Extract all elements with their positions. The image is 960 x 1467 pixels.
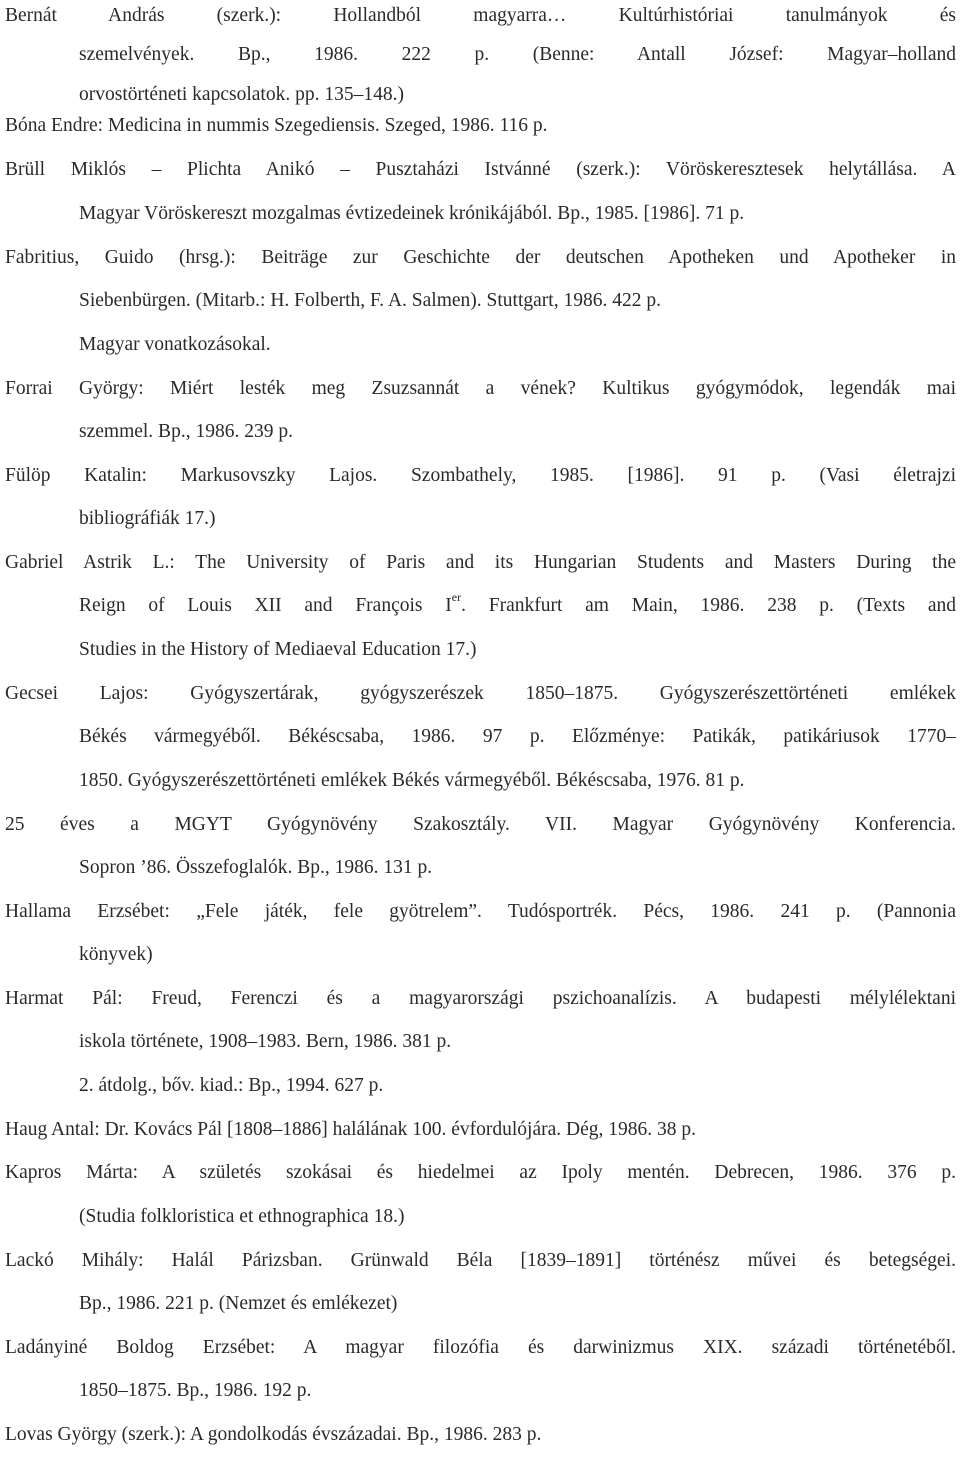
bibliography-entry [5,378,956,465]
entry-line: bibliográfiák 17.) [79,507,216,529]
bibliography-entry [5,988,956,1119]
entry-line: Lovas György (szerk.): A gondolkodás évszázadai. Bp., 1986. 283 p. [5,1423,542,1445]
bibliography-entry [5,1424,956,1467]
entry-line: Siebenbürgen. (Mitarb.: H. Folberth, F. A. Salmen). Stuttgart, 1986. 422 p. [79,289,661,311]
entry-line: Magyar vonatkozásokal. [79,333,271,355]
entry-line: Bóna Endre: Medicina in nummis Szegediensis. Szeged, 1986. 116 p. [5,114,548,136]
entry-line: Magyar Vöröskereszt mozgalmas évtizedeinek krónikájából. Bp., 1985. [1986]. 71 p. [79,202,745,224]
entry-line: Studies in the History of Mediaeval Education 17.) [79,638,477,660]
bibliography-page [5,0,956,1467]
entry-line: szemmel. Bp., 1986. 239 p. [79,420,293,442]
entry-line: Lackó Mihály: Halál Párizsban. Grünwald Béla [1839–1891] történész művei és betegségei. [5,1249,956,1271]
entry-line: könyvek) [79,943,153,965]
entry-line: Haug Antal: Dr. Kovács Pál [1808–1886] halálának 100. évfordulójára. Dég, 1986. 38 p. [5,1118,697,1140]
entry-line: Gabriel Astrik L.: The University of Paris and its Hungarian Students and Masters During the [5,551,956,573]
entry-text: Reign of Louis XII and François I [79,594,452,616]
bibliography-entry [5,901,956,988]
entry-line: Forrai György: Miért lesték meg Zsuzsannát a vének? Kultikus gyógymódok, legendák mai [5,377,956,399]
entry-line: Harmat Pál: Freud, Ferenczi és a magyarországi pszichoanalízis. A budapesti mélylélektani [5,987,956,1009]
entry-line: Kapros Márta: A születés szokásai és hiedelmei az Ipoly mentén. Debrecen, 1986. 376 p. [5,1161,956,1183]
entry-line: Bp., 1986. 221 p. (Nemzet és emlékezet) [79,1292,398,1314]
entry-line: 1850. Gyógyszerészettörténeti emlékek Békés vármegyéből. Békéscsaba, 1976. 81 p. [79,769,745,791]
bibliography-entry [5,1162,956,1250]
entry-line: (Studia folkloristica et ethnographica 18.) [79,1205,405,1227]
entry-line: Békés vármegyéből. Békéscsaba, 1986. 97 p. Előzménye: Patikák, patikáriusok 1770– [79,725,956,747]
entry-line: orvostörténeti kapcsolatok. pp. 135–148.) [79,83,404,105]
entry-line: 1850–1875. Bp., 1986. 192 p. [79,1379,312,1401]
bibliography-entry [5,247,956,378]
bibliography-entry [5,115,956,159]
bibliography-entry [5,814,956,901]
bibliography-entry [5,1250,956,1337]
entry-line: Fülöp Katalin: Markusovszky Lajos. Szombathely, 1985. [1986]. 91 p. (Vasi életrajzi [5,464,956,486]
superscript: er [451,590,462,604]
bibliography-entry [5,465,956,552]
entry-line: Bernát András (szerk.): Hollandból magyarra… Kultúrhistóriai tanulmányok és [5,5,956,26]
entry-line [5,590,956,639]
entry-line: 2. átdolg., bőv. kiad.: Bp., 1994. 627 p. [79,1074,384,1096]
entry-line: szemelvények. Bp., 1986. 222 p. (Benne: Antall József: Magyar–holland [79,43,956,65]
entry-line: 25 éves a MGYT Gyógynövény Szakosztály. VII. Magyar Gyógynövény Konferencia. [5,813,956,835]
entry-line: Brüll Miklós – Plichta Anikó – Pusztaházi Istvánné (szerk.): Vöröskeresztesek helytállása. A [5,158,956,180]
bibliography-entry [5,1337,956,1424]
bibliography-entry [5,159,956,247]
bibliography-entry [5,683,956,814]
entry-line: Sopron ’86. Összefoglalók. Bp., 1986. 131 p. [79,856,433,878]
entry-line: Hallama Erzsébet: „Fele játék, fele gyötrelem”. Tudósportrék. Pécs, 1986. 241 p. (Pannonia [5,900,956,922]
entry-line: Ladányiné Boldog Erzsébet: A magyar filozófia és darwinizmus XIX. századi történetéből. [5,1336,956,1358]
bibliography-entry [5,0,956,115]
entry-line: iskola története, 1908–1983. Bern, 1986. 381 p. [79,1030,452,1052]
bibliography-entry [5,1119,956,1162]
entry-line: Fabritius, Guido (hrsg.): Beiträge zur Geschichte der deutschen Apotheken und Apotheker in [5,246,956,268]
entry-line: Gecsei Lajos: Gyógyszertárak, gyógyszerészek 1850–1875. Gyógyszerészettörténeti emlékek [5,682,956,704]
bibliography-entry [5,552,956,683]
entry-text: . Frankfurt am Main, 1986. 238 p. (Texts and [461,594,956,616]
